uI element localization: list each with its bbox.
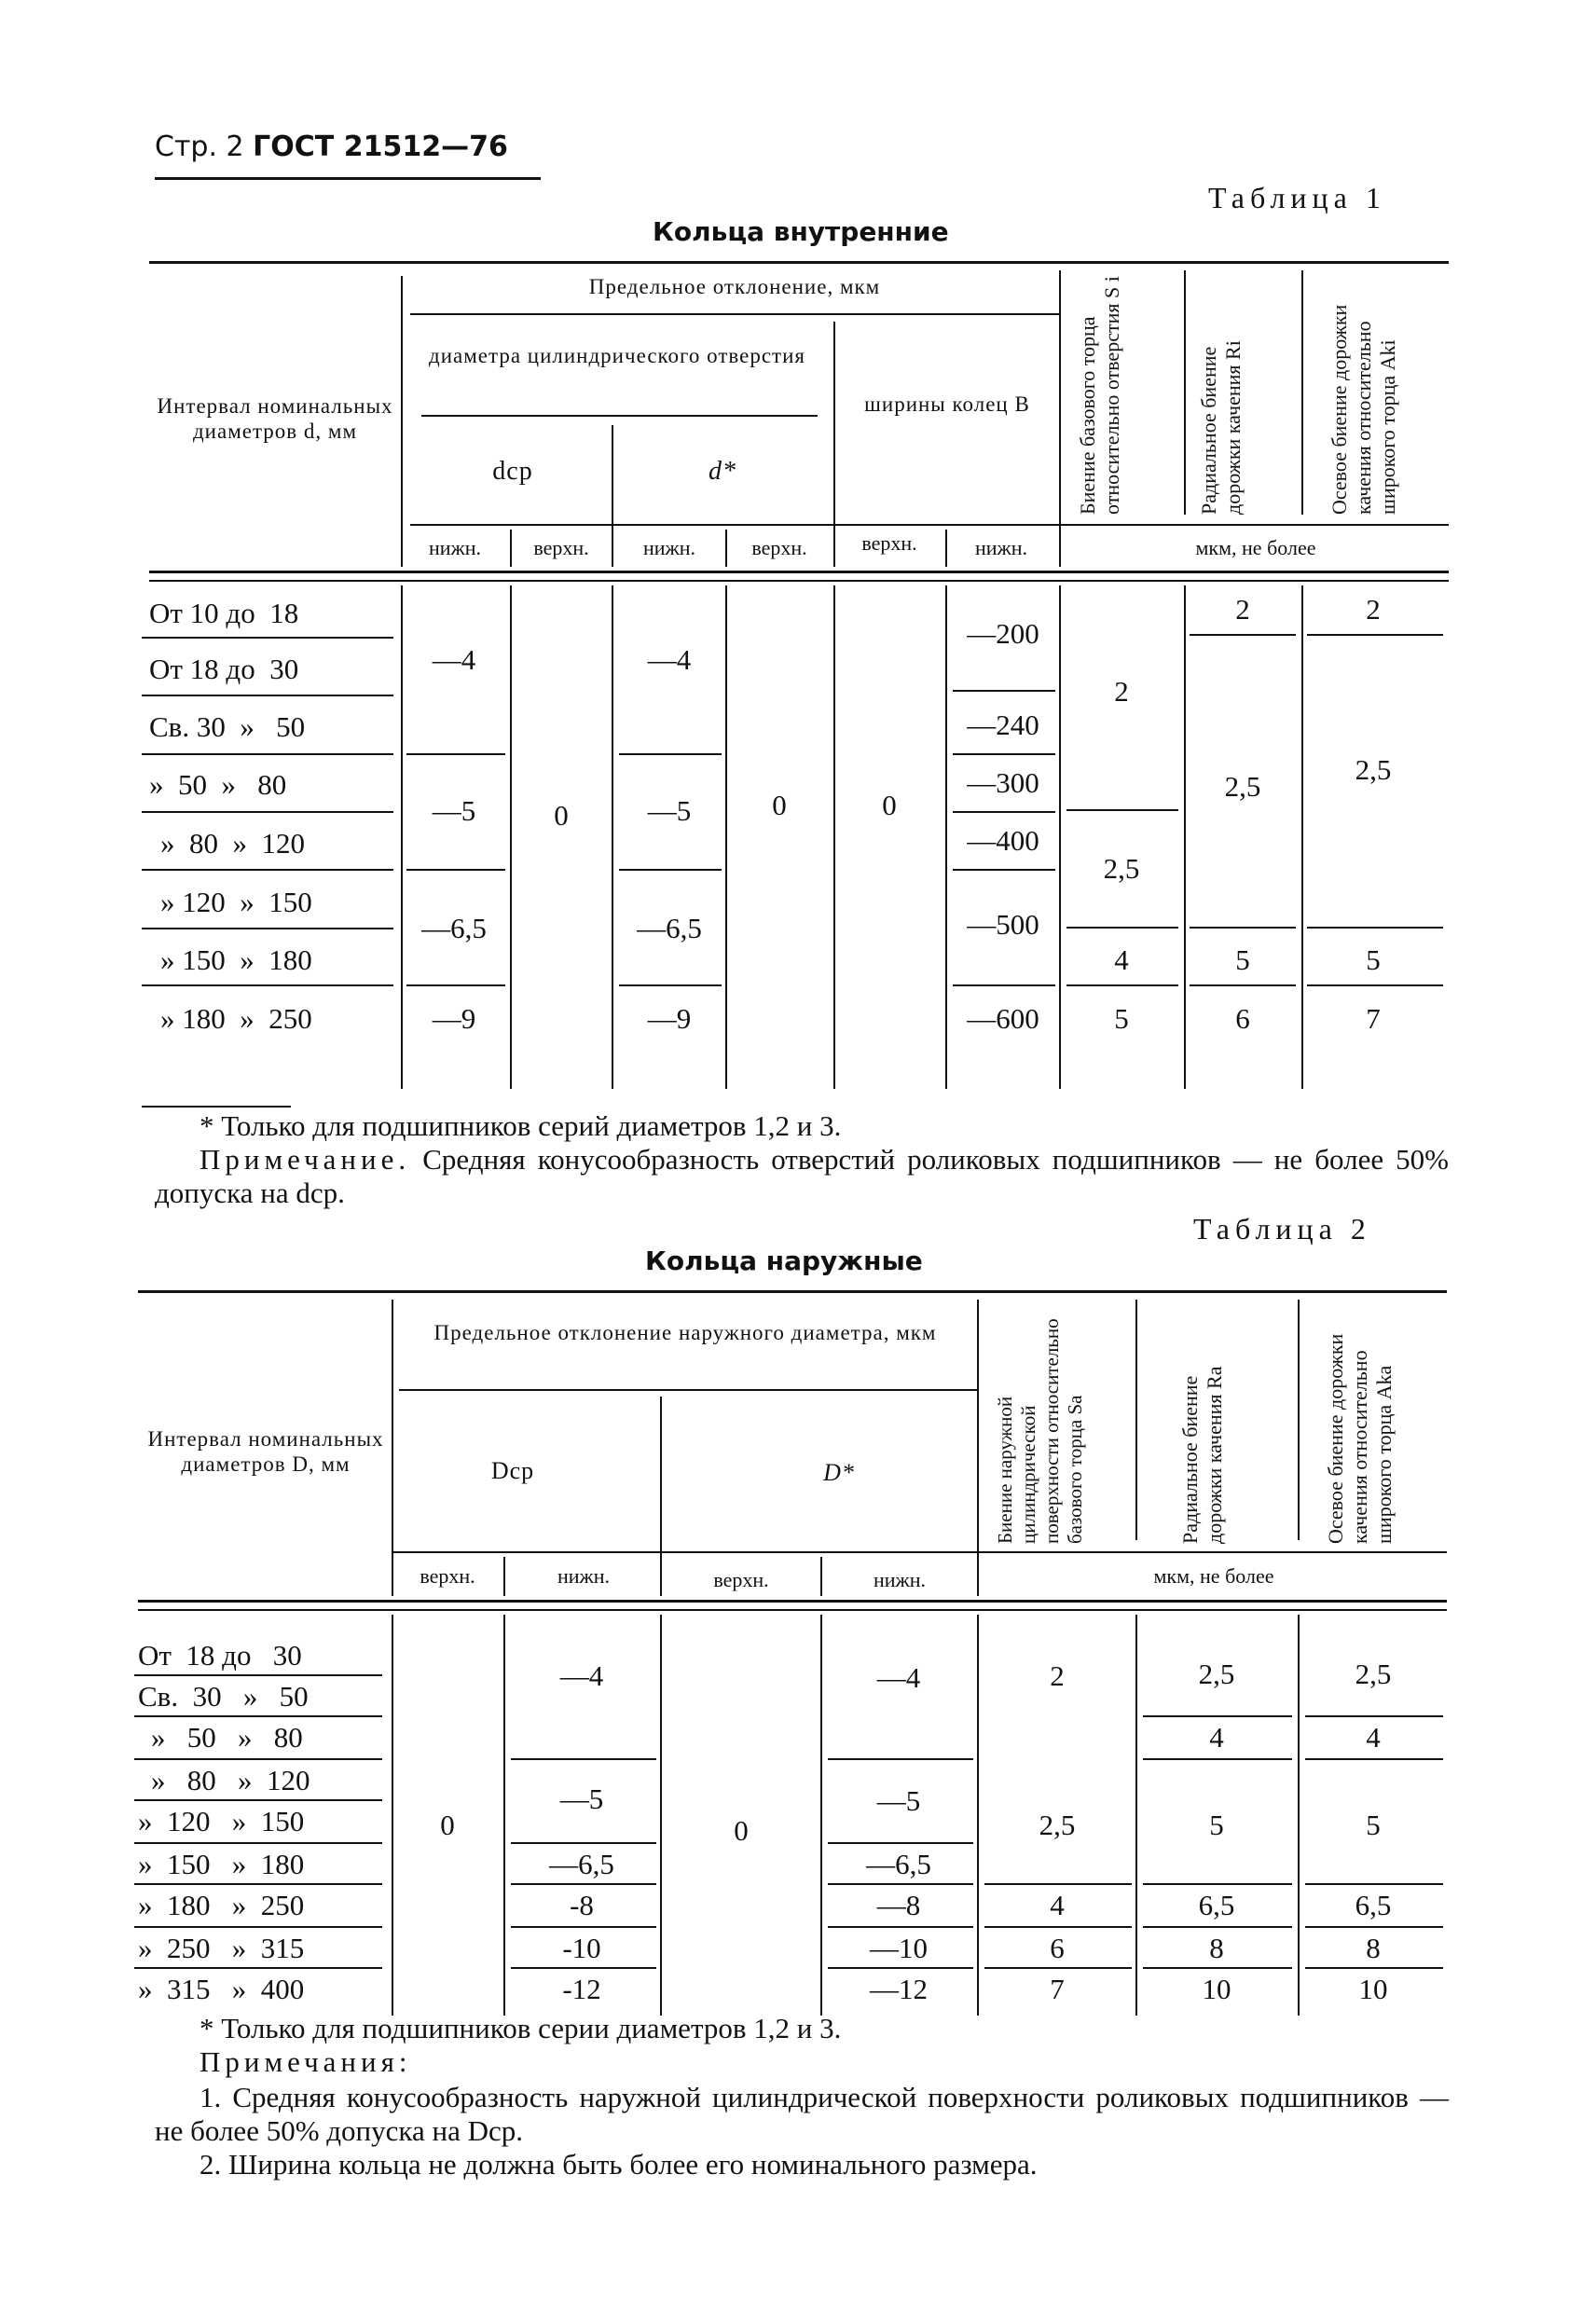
t1-dcp-lower: —6,5 bbox=[421, 912, 487, 944]
t2-A: 8 bbox=[1366, 1932, 1381, 1964]
t2-R: 4 bbox=[1209, 1721, 1224, 1754]
t1-sub-mkm: мкм, не более bbox=[1195, 536, 1316, 559]
t1-row-label: От 18 до 30 bbox=[149, 653, 299, 685]
t2-Dcp-lower: —6,5 bbox=[549, 1848, 614, 1880]
t2-row-label: » 180 » 250 bbox=[138, 1889, 305, 1921]
t2-R: 5 bbox=[1209, 1809, 1224, 1841]
t1-width-lower: —300 bbox=[967, 766, 1039, 799]
t2-S: 7 bbox=[1050, 1973, 1065, 2005]
t2-row-label: » 250 » 315 bbox=[138, 1932, 305, 1964]
t2-col-interval: Интервал номинальных диаметров D, мм bbox=[147, 1427, 384, 1476]
t1-footnote: * Только для подшипников серий диаметров 1,2 и 3. bbox=[200, 1109, 842, 1142]
t1-sub-lower-2: нижн. bbox=[642, 536, 696, 559]
t1-R: 5 bbox=[1235, 943, 1250, 976]
t1-S: 4 bbox=[1114, 943, 1129, 976]
t2-row-label: От 18 до 30 bbox=[138, 1639, 302, 1672]
t2-col-S: Биение наружной цилиндрической поверхности относительно базового торца Sa bbox=[994, 1318, 1086, 1544]
t2-A: 2,5 bbox=[1355, 1658, 1392, 1690]
t2-A: 6,5 bbox=[1355, 1889, 1392, 1921]
t1-row-label: » 80 » 120 bbox=[160, 827, 305, 860]
t1-dstar-lower: —4 bbox=[647, 643, 692, 676]
table1-title: Кольца внутренние bbox=[653, 216, 949, 247]
t1-dstar-lower: —5 bbox=[647, 794, 692, 827]
table1-label: Таблица 1 bbox=[1208, 181, 1386, 214]
t1-dcp-lower: —9 bbox=[432, 1002, 476, 1035]
t1-col-R: Радиальное биение дорожки качения Ri bbox=[1197, 340, 1245, 515]
t2-col-A: Осевое биение дорожки качения относительно широкого торца Aka bbox=[1324, 1333, 1396, 1544]
t2-sub-upper-2: верхн. bbox=[713, 1568, 769, 1591]
t1-R: 2,5 bbox=[1224, 770, 1261, 803]
t2-col-R: Радиальное биение дорожки качения Ra bbox=[1178, 1366, 1226, 1544]
t1-R: 6 bbox=[1235, 1002, 1250, 1035]
header-rule bbox=[155, 177, 541, 180]
t2-row-label: » 150 » 180 bbox=[138, 1848, 305, 1880]
t1-dcp-lower: —4 bbox=[432, 643, 476, 676]
t1-col-S: Биение базового торца относительно отверстия S i bbox=[1076, 276, 1123, 515]
t1-dstar-lower: —6,5 bbox=[637, 912, 702, 944]
t2-Dstar-lower: —8 bbox=[876, 1889, 921, 1921]
t1-col-dcp: dср bbox=[492, 457, 533, 486]
t2-row-label: » 50 » 80 bbox=[151, 1721, 303, 1754]
t1-A: 2,5 bbox=[1355, 753, 1392, 786]
t2-col-Dcp: Dср bbox=[490, 1457, 535, 1484]
t2-row-label: » 120 » 150 bbox=[138, 1805, 305, 1837]
t2-row-label: » 315 » 400 bbox=[138, 1973, 305, 2005]
t1-dcp-lower: —5 bbox=[432, 794, 476, 827]
t2-A: 10 bbox=[1358, 1973, 1388, 2005]
t2-col-Dstar: D* bbox=[823, 1459, 855, 1486]
t2-sub-lower-2: нижн. bbox=[873, 1568, 927, 1591]
page-header bbox=[155, 131, 508, 163]
t1-width-upper: 0 bbox=[882, 789, 897, 821]
t2-sub-lower-1: нижн. bbox=[557, 1564, 611, 1588]
t1-row-label: От 10 до 18 bbox=[149, 597, 299, 629]
t1-sub-lower-1: нижн. bbox=[428, 536, 482, 559]
t2-Dstar-upper: 0 bbox=[734, 1814, 749, 1847]
t1-row-label: » 50 » 80 bbox=[149, 768, 287, 801]
t1-width-lower: —240 bbox=[967, 709, 1039, 741]
t2-Dcp-lower: —5 bbox=[559, 1782, 604, 1815]
t1-width-lower: —500 bbox=[967, 908, 1039, 941]
t2-footnote: * Только для подшипников серии диаметров 1,2 и 3. bbox=[200, 2012, 842, 2044]
t2-Dstar-lower: —5 bbox=[876, 1784, 921, 1817]
t1-A: 7 bbox=[1366, 1002, 1381, 1035]
t1-col-width: ширины колец B bbox=[864, 392, 1030, 416]
table2-label: Таблица 2 bbox=[1193, 1212, 1371, 1245]
t1-note bbox=[155, 1143, 1449, 1210]
t1-row-label: » 120 » 150 bbox=[160, 886, 312, 918]
t2-note-2: 2. Ширина кольца не должна быть более его номинального размера. bbox=[200, 2148, 1038, 2181]
t1-width-lower: —200 bbox=[967, 617, 1039, 650]
t1-S: 2,5 bbox=[1103, 852, 1140, 885]
t2-Dstar-lower: —4 bbox=[876, 1661, 921, 1694]
t2-row-label: » 80 » 120 bbox=[151, 1764, 310, 1796]
t2-Dstar-lower: —6,5 bbox=[866, 1848, 931, 1880]
t1-sub-lower-3: нижн. bbox=[974, 536, 1028, 559]
t1-col-A: Осевое биение дорожки качения относительно широкого торца Aki bbox=[1328, 304, 1399, 515]
t2-sub-upper-1: верхн. bbox=[420, 1564, 475, 1588]
t1-width-lower: —600 bbox=[967, 1002, 1039, 1035]
t2-Dcp-lower: -10 bbox=[562, 1932, 601, 1964]
t2-notes-label: Примечания: bbox=[200, 2045, 412, 2078]
t1-dcp-upper: 0 bbox=[554, 799, 569, 832]
t2-R: 6,5 bbox=[1198, 1889, 1235, 1921]
t2-S: 4 bbox=[1050, 1889, 1065, 1921]
t2-row-label: Св. 30 » 50 bbox=[138, 1680, 309, 1713]
t2-A: 4 bbox=[1366, 1721, 1381, 1754]
document-code: ГОСТ 21512—76 bbox=[253, 131, 508, 163]
t2-A: 5 bbox=[1366, 1809, 1381, 1841]
t1-note-text: Средняя конусообразность отверстий роликовых подшипников — не более 50% допуска на dср. bbox=[155, 1143, 1449, 1209]
t2-R: 8 bbox=[1209, 1932, 1224, 1964]
t2-S: 2 bbox=[1050, 1659, 1065, 1692]
t1-width-lower: —400 bbox=[967, 824, 1039, 857]
t2-Dstar-lower: —10 bbox=[870, 1932, 928, 1964]
t2-R: 2,5 bbox=[1198, 1658, 1235, 1690]
t2-R: 10 bbox=[1202, 1973, 1231, 2005]
t1-dstar-lower: —9 bbox=[647, 1002, 692, 1035]
t1-dstar-upper: 0 bbox=[772, 789, 787, 821]
t2-col-deviation: Предельное отклонение наружного диаметра, мкм bbox=[433, 1321, 937, 1344]
t1-col-deviation: Предельное отклонение, мкм bbox=[588, 275, 881, 298]
t2-Dcp-upper: 0 bbox=[440, 1809, 455, 1841]
t1-col-interval: Интервал номинальных диаметров d, мм bbox=[157, 394, 393, 443]
t1-sub-upper-3: верхн. bbox=[861, 531, 917, 555]
t1-col-dstar: d* bbox=[709, 457, 736, 486]
t1-col-diameter: диаметра цилиндрического отверстия bbox=[429, 344, 805, 367]
t2-note-1: 1. Средняя конусообразность наружной цилиндрической поверхности роликовых подшипников — не более 50% допуска на Dср. bbox=[155, 2081, 1449, 2147]
t1-row-label: » 180 » 250 bbox=[160, 1002, 312, 1035]
t1-A: 5 bbox=[1366, 943, 1381, 976]
t1-row-label: » 150 » 180 bbox=[160, 943, 312, 976]
t2-sub-mkm: мкм, не более bbox=[1153, 1564, 1274, 1588]
t2-Dcp-lower: -8 bbox=[570, 1889, 594, 1921]
t2-S: 2,5 bbox=[1039, 1809, 1076, 1841]
page-number: Стр. 2 bbox=[155, 131, 244, 163]
table2-title: Кольца наружные bbox=[645, 1245, 923, 1276]
t1-row-label: Св. 30 » 50 bbox=[149, 710, 306, 743]
t2-Dcp-lower: -12 bbox=[562, 1973, 601, 2005]
t1-S: 5 bbox=[1114, 1002, 1129, 1035]
t2-Dstar-lower: —12 bbox=[870, 1973, 928, 2005]
t1-sub-upper-2: верхн. bbox=[751, 536, 807, 559]
t2-Dcp-lower: —4 bbox=[559, 1659, 604, 1692]
t1-note-label: Примечание. bbox=[200, 1143, 411, 1176]
t1-sub-upper-1: верхн. bbox=[533, 536, 589, 559]
t1-R: 2 bbox=[1235, 593, 1250, 626]
t2-S: 6 bbox=[1050, 1932, 1065, 1964]
t1-A: 2 bbox=[1366, 593, 1381, 626]
t1-S: 2 bbox=[1114, 675, 1129, 708]
